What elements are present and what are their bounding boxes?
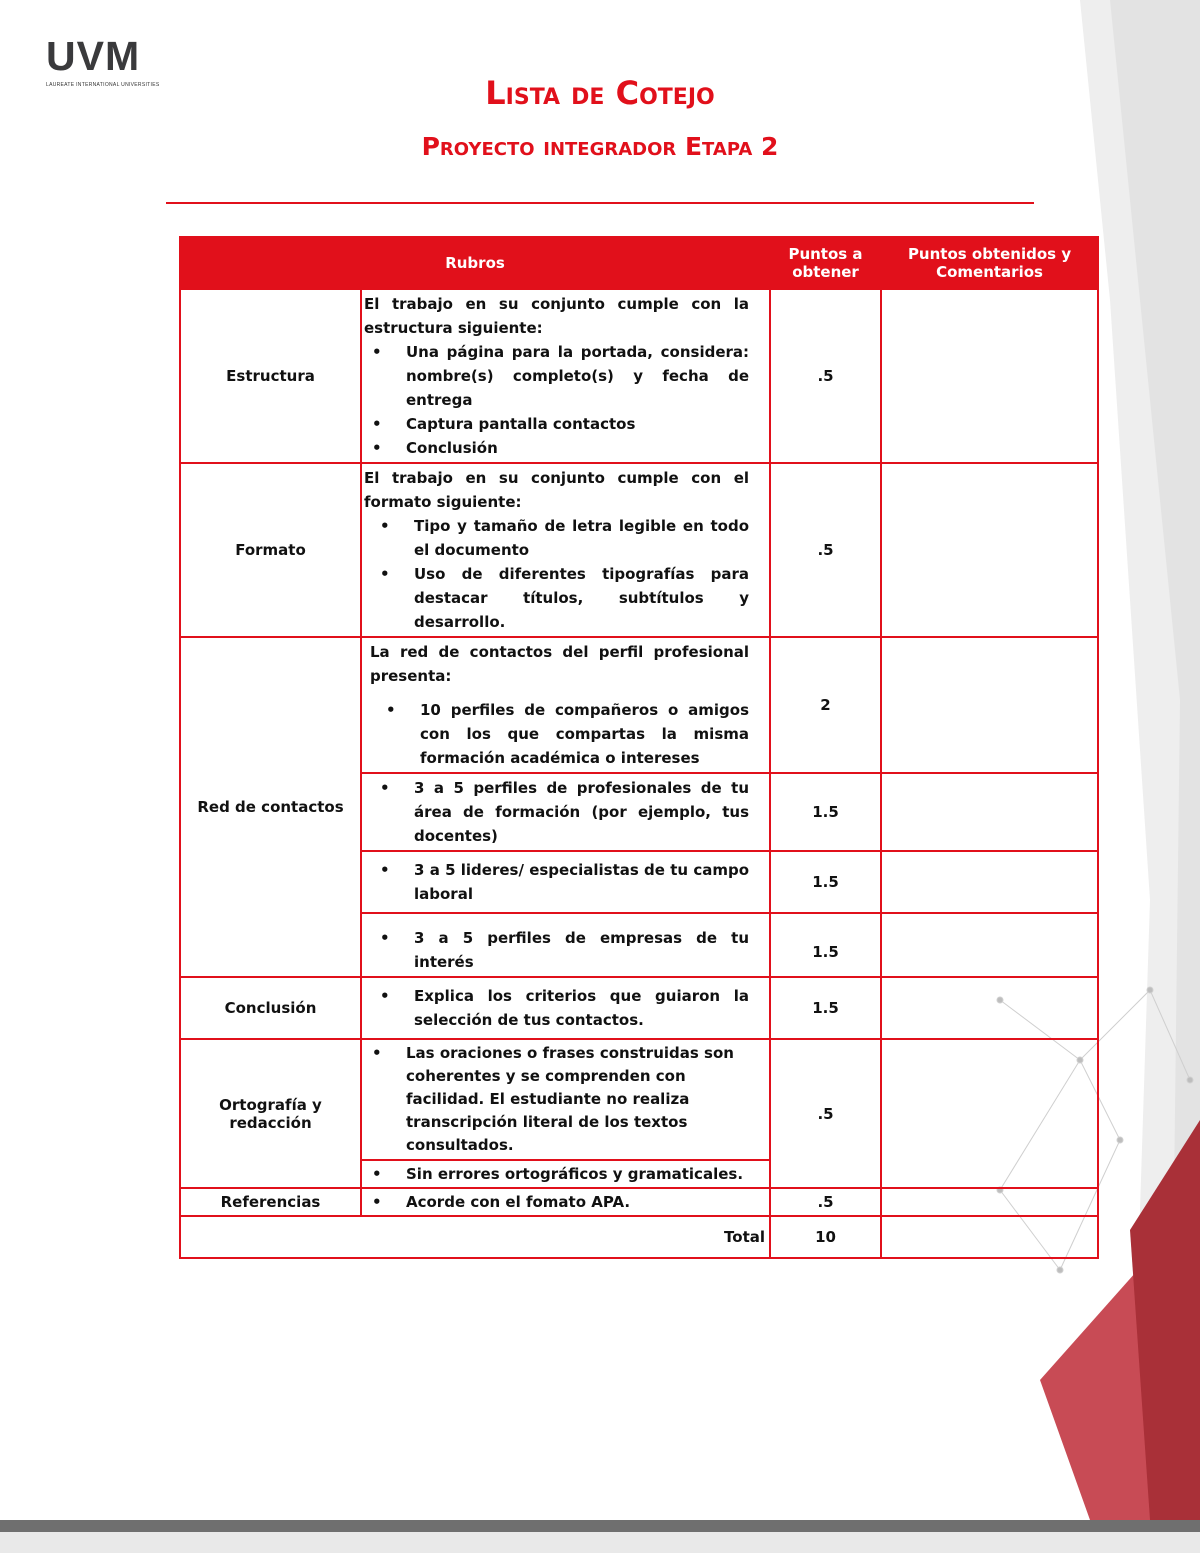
criteria-referencias [361, 1188, 770, 1216]
footer-strip [0, 1532, 1200, 1553]
criteria-red-2 [361, 773, 770, 851]
criteria-formato [361, 463, 770, 637]
table-row [180, 1039, 1098, 1160]
points-cell: 1.5 [770, 851, 881, 913]
rubro-formato: Formato [180, 463, 361, 637]
comments-cell[interactable] [881, 913, 1098, 977]
list-item: • Sin errores ortográficos y gramaticales. [406, 1163, 749, 1185]
points-cell: .5 [770, 463, 881, 637]
criteria-lead: El trabajo en su conjunto cumple con la estructura siguiente: [364, 295, 750, 337]
points-cell: 2 [770, 637, 881, 773]
logo-tagline: LAUREATE INTERNATIONAL UNIVERSITIES [46, 82, 160, 88]
list-item: • Una página para la portada, considera: nombre(s) completo(s) y fecha de entrega [406, 340, 749, 412]
table-row [180, 1188, 1098, 1216]
criteria-lead: La red de contactos del perfil profesional presenta: [370, 643, 750, 685]
criteria-lead: El trabajo en su conjunto cumple con el formato siguiente: [364, 469, 750, 511]
list-item: • Conclusión [406, 436, 749, 460]
title-divider [166, 202, 1034, 204]
points-cell: .5 [770, 289, 881, 463]
criteria-ortografia-2 [361, 1160, 770, 1188]
list-item: • Las oraciones o frases construidas son coherentes y se comprenden con facilidad. El estudiante no realiza transcripción literal de los textos consultados. [406, 1042, 749, 1157]
list-item: • Uso de diferentes tipografías para destacar títulos, subtítulos y desarrollo. [414, 562, 749, 634]
list-item: • Captura pantalla contactos [406, 412, 749, 436]
list-item: • Acorde con el fomato APA. [406, 1191, 749, 1213]
points-cell: 1.5 [770, 977, 881, 1039]
table-row [180, 289, 1098, 463]
comments-cell[interactable] [881, 977, 1098, 1039]
criteria-red-3 [361, 851, 770, 913]
list-item: • 10 perfiles de compañeros o amigos con los que compartas la misma formación académica o intereses [420, 698, 749, 770]
rubro-conclusion: Conclusión [180, 977, 361, 1039]
points-cell: .5 [770, 1039, 881, 1188]
table-header-row [180, 237, 1098, 289]
list-item: • 3 a 5 lideres/ especialistas de tu campo laboral [414, 858, 749, 906]
points-cell: .5 [770, 1188, 881, 1216]
list-item: • Tipo y tamaño de letra legible en todo el documento [414, 514, 749, 562]
rubro-referencias: Referencias [180, 1188, 361, 1216]
total-points: 10 [770, 1216, 881, 1258]
list-item: • Explica los criterios que guiaron la selección de tus contactos. [414, 984, 749, 1032]
rubro-red-contactos: Red de contactos [180, 637, 361, 977]
list-item: • 3 a 5 perfiles de profesionales de tu área de formación (por ejemplo, tus docentes) [414, 776, 749, 848]
criteria-conclusion [361, 977, 770, 1039]
total-row [180, 1216, 1098, 1258]
table-row [180, 977, 1098, 1039]
header-puntos: Puntos a obtener [770, 237, 881, 289]
comments-cell[interactable] [881, 851, 1098, 913]
comments-cell[interactable] [881, 773, 1098, 851]
comments-cell[interactable] [881, 463, 1098, 637]
rubro-estructura: Estructura [180, 289, 361, 463]
total-comments-cell[interactable] [881, 1216, 1098, 1258]
header-obtenidos: Puntos obtenidos y Comentarios [881, 237, 1098, 289]
criteria-red-1 [361, 637, 770, 773]
total-label: Total [180, 1216, 770, 1258]
header-rubros: Rubros [180, 237, 770, 289]
comments-cell[interactable] [881, 1188, 1098, 1216]
rubro-ortografia: Ortografía y redacción [180, 1039, 361, 1188]
checklist-table [179, 236, 1099, 1259]
logo-wordmark: UVM [46, 33, 141, 79]
comments-cell[interactable] [881, 637, 1098, 773]
page-title: Lista de Cotejo [485, 74, 715, 112]
list-item: • 3 a 5 perfiles de empresas de tu interés [414, 926, 749, 974]
comments-cell[interactable] [881, 1039, 1098, 1188]
page-subtitle: Proyecto integrador Etapa 2 [421, 132, 779, 161]
points-cell: 1.5 [770, 913, 881, 977]
checklist-table-container [179, 236, 1097, 1259]
criteria-red-4 [361, 913, 770, 977]
criteria-ortografia-1 [361, 1039, 770, 1160]
criteria-estructura [361, 289, 770, 463]
table-row [180, 463, 1098, 637]
points-cell: 1.5 [770, 773, 881, 851]
comments-cell[interactable] [881, 289, 1098, 463]
footer-bar [0, 1520, 1200, 1532]
table-row [180, 637, 1098, 773]
